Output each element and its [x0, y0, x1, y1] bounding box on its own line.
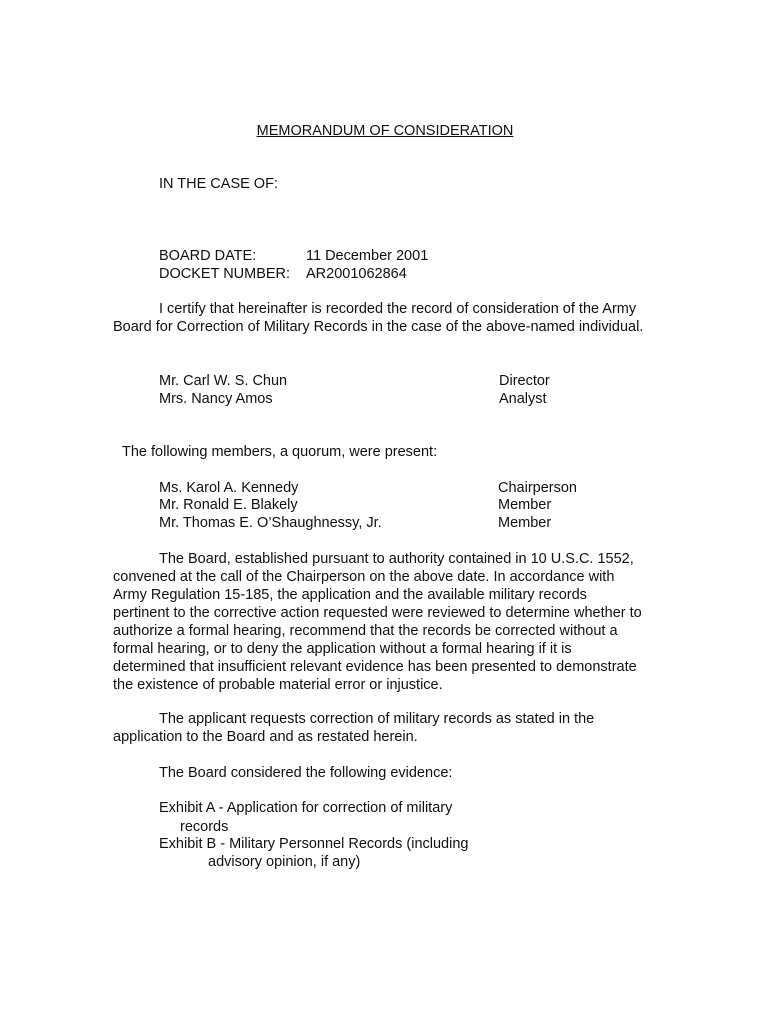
member-role: Chairperson [498, 480, 577, 496]
member-name: Mr. Ronald E. Blakely [159, 497, 298, 513]
board-authority-paragraph: The Board, established pursuant to authority contained in 10 U.S.C. 1552, convened at the call of the Chairperson on the above date. In accordance with Army Regulation 15-185, the application and the available military records pertinent to the corrective action requested were reviewed to determine whether to authorize a formal hearing, recommend that the records be corrected without a formal hearing, or to deny the application without a formal hearing if it is determined that insufficient relevant evidence has been presented to demonstrate the existence of probable material error or injustice. [113, 551, 642, 693]
exhibit-a-continuation: records [180, 819, 229, 835]
exhibit-b-continuation: advisory opinion, if any) [208, 854, 361, 870]
evidence-intro: The Board considered the following evidence: [159, 765, 453, 781]
quorum-text: The following members, a quorum, were present: [122, 444, 438, 460]
applicant-request-paragraph: The applicant requests correction of military records as stated in the application to the Board and as restated herein. [113, 711, 595, 745]
exhibit-b-line: Exhibit B - Military Personnel Records (including [159, 836, 469, 852]
docket-number-label: DOCKET NUMBER: [159, 266, 291, 282]
staff-role: Analyst [499, 391, 547, 407]
member-role: Member [498, 515, 552, 531]
board-date-value: 11 December 2001 [306, 248, 429, 264]
member-name: Ms. Karol A. Kennedy [159, 480, 299, 496]
staff-name: Mrs. Nancy Amos [159, 391, 273, 407]
certify-paragraph: I certify that hereinafter is recorded the record of consideration of the Army Board for Correction of Military Records in the case of the above-named individual. [113, 301, 644, 335]
case-label: IN THE CASE OF: [159, 176, 278, 192]
docket-number-value: AR2001062864 [306, 266, 407, 282]
staff-role: Director [499, 373, 550, 389]
memorandum-title: MEMORANDUM OF CONSIDERATION [256, 123, 514, 139]
staff-name: Mr. Carl W. S. Chun [159, 373, 288, 389]
board-date-label: BOARD DATE: [159, 248, 257, 264]
member-role: Member [498, 497, 552, 513]
exhibit-a-line: Exhibit A - Application for correction of military [159, 800, 453, 816]
member-name: Mr. Thomas E. O’Shaughnessy, Jr. [159, 515, 382, 531]
